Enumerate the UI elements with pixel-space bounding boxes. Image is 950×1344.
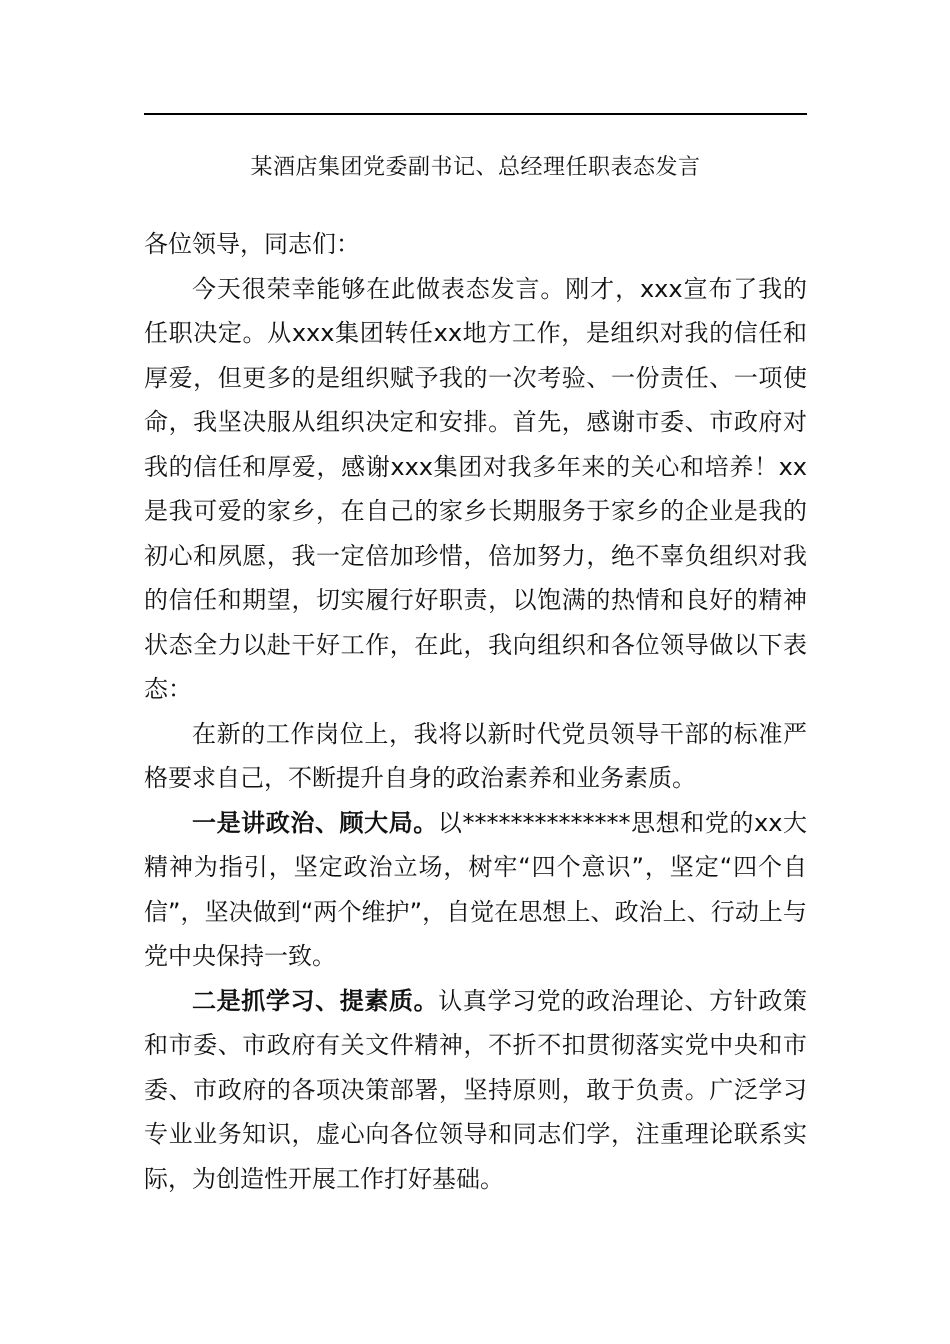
point-one-lead: 一是讲政治、顾大局。: [192, 808, 438, 837]
point-two: [144, 979, 807, 1202]
point-one-text: 以**************思想和党的xx大精神为指引，坚定政治立场，树牢“四个意识”，坚定“四个自信”，坚决做到“两个维护”，自觉在思想上、政治上、行动上与党中央保持一致。: [144, 808, 808, 970]
document-body: [144, 222, 807, 1201]
paragraph-commitment: 在新的工作岗位上，我将以新时代党员领导干部的标准严格要求自己，不断提升自身的政治素养和业务素质。: [144, 719, 807, 792]
header-rule: [144, 113, 807, 115]
paragraph-intro: 今天很荣幸能够在此做表态发言。刚才，xxx宣布了我的任职决定。从xxx集团转任xx地方工作，是组织对我的信任和厚爱，但更多的是组织赋予我的一次考验、一份责任、一项使命，我坚决服从组织决定和安排。首先，感谢市委、市政府对我的信任和厚爱，感谢xxx集团对我多年来的关心和培养！xx是我可爱的家乡，在自己的家乡长期服务于家乡的企业是我的初心和夙愿，我一定倍加珍惜，倍加努力，绝不辜负组织对我的信任和期望，切实履行好职责，以饱满的热情和良好的精神状态全力以赴干好工作，在此，我向组织和各位领导做以下表态：: [144, 274, 807, 703]
salutation: 各位领导，同志们：: [144, 230, 360, 258]
point-two-lead: 二是抓学习、提素质。: [192, 986, 439, 1015]
document-title: 某酒店集团党委副书记、总经理任职表态发言: [250, 155, 701, 180]
point-two-text: 认真学习党的政治理论、方针政策和市委、市政府有关文件精神，不折不扣贯彻落实党中央和市委、市政府的各项决策部署，坚持原则，敢于负责。广泛学习专业业务知识，虚心向各位领导和同志们学，注重理论联系实际，为创造性开展工作打好基础。: [144, 986, 807, 1193]
point-one: [144, 801, 807, 979]
